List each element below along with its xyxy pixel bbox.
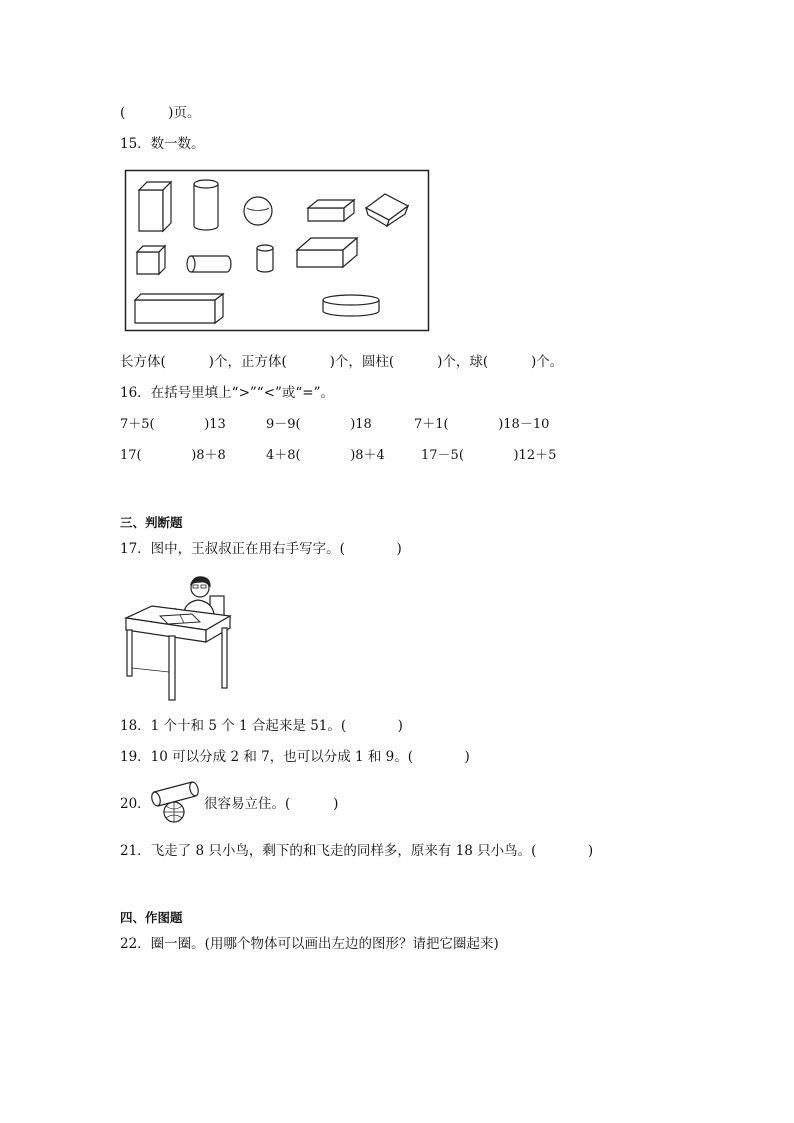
basketball-icon — [164, 802, 184, 822]
q20-text: 很容易立住。( ) — [204, 796, 339, 812]
q20-number: 20． — [120, 796, 151, 812]
cube-small-icon — [137, 246, 165, 274]
q17-prompt: 17．图中，王叔叔正在用右手写字。( ) — [120, 541, 402, 557]
q14-tail: ( )页。 — [120, 105, 201, 121]
q18-prompt: 18．1 个十和 5 个 1 合起来是 51。( ) — [120, 718, 403, 734]
compare-4: 17( )8＋8 — [120, 448, 226, 463]
compare-2: 9－9( )18 — [266, 417, 372, 432]
section-draw: 四、作图题 — [120, 910, 183, 925]
compare-5: 4＋8( )8＋4 — [266, 448, 385, 463]
compare-1: 7＋5( )13 — [120, 417, 226, 432]
cylinder-lying-icon — [187, 256, 231, 272]
desk-writer-illustration — [122, 572, 234, 702]
shapes-figure — [125, 170, 430, 332]
q16-prompt: 16．在括号里填上“>”“<”或“=”。 — [120, 385, 335, 401]
compare-6: 17－5( )12＋5 — [421, 448, 557, 463]
cube-tilted-icon — [366, 194, 408, 226]
cylinder-small-icon — [257, 245, 273, 272]
cylinder-tall-icon — [194, 180, 218, 230]
cuboid-flat-icon — [308, 200, 354, 221]
cuboid-medium-icon — [297, 238, 357, 267]
cylinder-flat-icon — [323, 295, 379, 316]
q15-answer-line: 长方体( )个，正方体( )个，圆柱( )个，球( )个。 — [120, 354, 564, 370]
sphere-icon — [244, 197, 272, 225]
ball-cylinder-figure — [148, 778, 200, 824]
cuboid-tall-icon — [139, 182, 171, 231]
q22-prompt: 22．圈一圈。(用哪个物体可以画出左边的图形？请把它圈起来) — [120, 936, 499, 952]
section-judge: 三、判断题 — [120, 515, 183, 530]
cuboid-long-icon — [135, 294, 223, 323]
compare-3: 7＋1( )18－10 — [414, 417, 550, 432]
q15-prompt: 15．数一数。 — [120, 136, 205, 152]
q19-prompt: 19．10 可以分成 2 和 7，也可以分成 1 和 9。( ) — [120, 749, 470, 765]
q21-prompt: 21．飞走了 8 只小鸟，剩下的和飞走的同样多，原来有 18 只小鸟。( ) — [120, 843, 594, 859]
